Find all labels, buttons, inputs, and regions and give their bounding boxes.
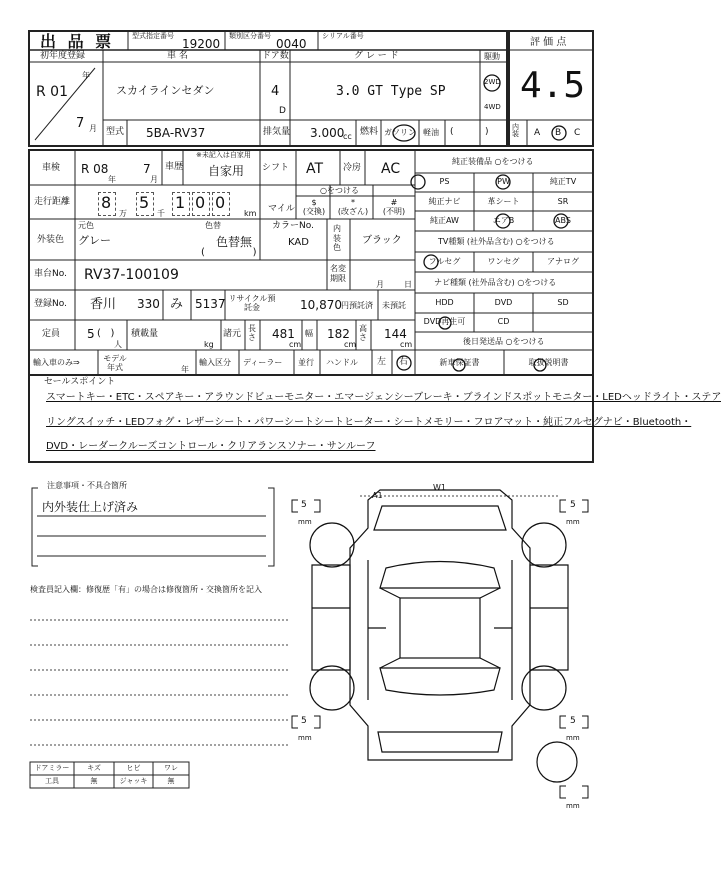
sales-label: セールスポイント xyxy=(44,377,116,387)
handle-left: 左 xyxy=(377,357,387,367)
mile-label: マイル xyxy=(268,204,295,214)
fuel-diesel: 軽油 xyxy=(423,128,439,137)
title-month-unit: 月 xyxy=(376,280,384,289)
model-year-label: モデル年式 xyxy=(103,354,127,373)
doors-value: 4 xyxy=(271,84,280,99)
grade-value: 3.0 GT Type SP xyxy=(336,84,446,99)
usage-label: 車歴 xyxy=(165,162,184,172)
color-orig-value: グレー xyxy=(78,234,111,247)
meter-unknown: # (不明) xyxy=(382,198,406,216)
width-unit: cm xyxy=(344,340,357,349)
tread-rl-unit: mm xyxy=(298,734,312,742)
model-value: 5BA-RV37 xyxy=(146,126,206,140)
type-no-label: 型式指定番号 xyxy=(132,32,174,40)
acc-scratch: キズ xyxy=(87,764,101,772)
color-orig-label: 元色 xyxy=(78,221,94,230)
navi-hdd: HDD xyxy=(435,298,454,307)
category-no-label: 類別区分番号 xyxy=(229,32,271,40)
fuel-other-bracket: ( ) xyxy=(450,127,489,137)
mileage-digit-3: 1 xyxy=(175,193,186,212)
acc-jack: ジャッキ xyxy=(119,777,148,785)
import-dealer: ディーラー xyxy=(243,358,283,367)
serial-no-label: シリアル番号 xyxy=(322,32,364,40)
tv-analog: アナログ xyxy=(547,257,579,266)
capacity-label: 定員 xyxy=(42,329,61,339)
spare-unit: mm xyxy=(566,802,580,810)
interior-color-value: ブラック xyxy=(362,235,402,246)
interior-color-label: 内装色 xyxy=(333,224,341,253)
tread-fl: 5 xyxy=(301,500,307,510)
tread-rr-unit: mm xyxy=(566,734,580,742)
usage-note: ※未記入は自家用 xyxy=(196,151,251,159)
type-no: 19200 xyxy=(182,37,221,51)
rear-right-wheel xyxy=(522,666,566,710)
handle-label: ハンドル xyxy=(326,358,358,367)
equip-pw: PW xyxy=(497,177,510,186)
equip-leather: 革シート xyxy=(487,197,520,206)
reg-number: 5137 xyxy=(195,297,226,311)
height-unit: cm xyxy=(400,340,413,349)
tread-rr: 5 xyxy=(570,716,576,726)
width-label: 幅 xyxy=(305,329,313,338)
score-value: 4.5 xyxy=(520,65,586,106)
inspector-label: 検査員記入欄：修復歴「有」の場合は修復箇所・交換箇所を記入 xyxy=(30,585,262,594)
shaken-label: 車検 xyxy=(42,163,61,173)
mileage-unit-man: 万 xyxy=(119,209,127,218)
car-name: スカイラインセダン xyxy=(116,84,215,97)
tv-fullseg: フルセグ xyxy=(428,257,461,266)
tread-fl-unit: mm xyxy=(298,518,312,526)
tread-rl: 5 xyxy=(301,716,307,726)
diagram-w1: W1 xyxy=(433,483,446,492)
import-parallel: 並行 xyxy=(298,358,314,367)
acc-tools-value: 無 xyxy=(90,777,98,785)
drive-label: 駆動 xyxy=(484,52,500,61)
later-title: 後日発送品 ○をつける xyxy=(463,337,545,346)
usage-value: 自家用 xyxy=(208,164,245,178)
sales-line-2: リングスイッチ・LEDフォグ・レザーシート・パワーシートシートヒーター・シートメモリー・フロアマット・純正フルセグナビ・Bluetooth・ xyxy=(46,417,692,428)
reg-class: 330 xyxy=(137,297,160,311)
color-change-label: 色替 xyxy=(205,221,221,230)
capacity-value: 5 xyxy=(87,327,95,341)
title-day-unit: 日 xyxy=(404,280,412,289)
tread-fr-unit: mm xyxy=(566,518,580,526)
acc-crack: ヒビ xyxy=(126,764,141,772)
spare-wheel xyxy=(537,742,577,782)
grade-label: グ レ ー ド xyxy=(354,51,399,61)
front-left-wheel xyxy=(310,523,354,567)
rear-left-wheel xyxy=(310,666,354,710)
import-type-label: 輸入区分 xyxy=(199,358,231,367)
drive-4wd: 4WD xyxy=(484,103,501,111)
meter-swap: $ (交換) xyxy=(302,198,326,216)
interior-grade-c: C xyxy=(574,128,581,138)
first-reg-era: R 01 xyxy=(36,84,68,100)
equip-airbag: エアB xyxy=(492,216,515,225)
shift-label: シフト xyxy=(262,163,290,173)
color-no-label: カラーNo. xyxy=(272,221,314,231)
mileage-unit-km: km xyxy=(244,209,257,218)
displacement-value: 3.000 xyxy=(310,126,345,140)
first-reg-month-unit: 月 xyxy=(89,124,97,133)
length-unit: cm xyxy=(289,340,302,349)
exterior-color-label: 外装色 xyxy=(37,235,65,245)
mileage-digit-4: 0 xyxy=(195,193,206,212)
interior-label: 内装 xyxy=(512,123,519,138)
score-label: 評 価 点 xyxy=(530,37,567,48)
first-reg-year-unit: 年 xyxy=(82,71,90,80)
acc-tools: 工具 xyxy=(45,777,59,785)
navi-dvd-play: DVD再生可 xyxy=(423,317,466,326)
color-change-bracket: ( ) xyxy=(201,247,257,258)
later-warranty: 新車保証書 xyxy=(439,358,480,367)
equip-ps: PS xyxy=(439,177,450,186)
length-label: 長さ xyxy=(248,324,256,343)
capacity-bracket: ( ) xyxy=(97,328,115,339)
title-change-label: 名変期限 xyxy=(330,264,346,283)
reg-kana: み xyxy=(170,297,184,312)
mileage-unit-sen: 千 xyxy=(157,209,165,218)
sales-line-1: スマートキー・ETC・スペアキー・アラウンドビューモニター・エマージェンシーブレーキ・ブラインドスポットモニター・LEDヘッドライト・ステア xyxy=(46,392,721,403)
recycle-label: リサイクル預託金 xyxy=(228,294,276,313)
load-unit: kg xyxy=(204,340,214,349)
color-change-value: 色替無 xyxy=(216,235,253,249)
aircon-label: 冷房 xyxy=(343,163,362,173)
tread-fr: 5 xyxy=(570,500,576,510)
displacement-unit: cc xyxy=(343,132,352,141)
doors-label: ドア数 xyxy=(262,51,289,61)
length-value: 481 xyxy=(272,327,295,341)
height-value: 144 xyxy=(384,327,407,341)
equip-aw: 純正AW xyxy=(430,216,459,225)
model-year-unit: 年 xyxy=(181,365,189,374)
acc-mirror: ドアミラー xyxy=(34,764,70,772)
capacity-unit: 人 xyxy=(114,340,122,349)
interior-grade-a: A xyxy=(534,128,541,138)
recycle-unpaid: 未預託 xyxy=(382,301,406,310)
equip-abs: ABS xyxy=(555,216,571,225)
shaken-month: 7 xyxy=(143,162,151,176)
import-label: 輸入車のみ⇒ xyxy=(33,358,80,367)
handle-right: 右 xyxy=(399,357,409,367)
chassis-value: RV37-100109 xyxy=(84,267,179,283)
interior-grade-b: B xyxy=(555,128,562,138)
height-label: 高さ xyxy=(359,324,367,343)
recycle-amount: 10,870 xyxy=(300,298,342,312)
equipment-title: 純正装備品 ○をつける xyxy=(452,157,534,166)
aircon-value: AC xyxy=(381,161,401,177)
front-right-wheel xyxy=(522,523,566,567)
load-label: 積載量 xyxy=(131,329,159,339)
reg-label: 登録No. xyxy=(34,299,67,309)
drive-2wd: 2WD xyxy=(484,78,501,86)
diagram-a1: A1 xyxy=(372,491,383,500)
acc-break: ワレ xyxy=(164,764,178,772)
meter-circle-note: ○をつける xyxy=(320,186,359,195)
width-value: 182 xyxy=(327,327,350,341)
equip-tv: 純正TV xyxy=(549,177,577,186)
form-title: 出 品 票 xyxy=(40,32,115,51)
dims-label: 諸元 xyxy=(223,329,242,339)
chassis-label: 車台No. xyxy=(34,269,67,279)
equip-navi: 純正ナビ xyxy=(428,197,461,206)
category-no: 0040 xyxy=(276,37,307,51)
model-label: 型式 xyxy=(106,127,125,137)
shaken-year-unit: 年 xyxy=(108,175,116,184)
shaken-month-unit: 月 xyxy=(150,175,158,184)
color-no-value: KAD xyxy=(288,237,309,248)
first-reg-label: 初年度登録 xyxy=(40,51,86,61)
mileage-digit-5: 0 xyxy=(215,193,226,212)
tv-title: TV種類 (社外品含む) ○をつける xyxy=(438,237,555,246)
navi-sd: SD xyxy=(557,298,569,307)
shift-value: AT xyxy=(306,161,324,177)
car-name-label: 車 名 xyxy=(167,51,188,61)
sales-line-3: DVD・レーダークルーズコントロール・クリアランスソナー・サンルーフ xyxy=(46,441,376,452)
mileage-digit-1: 8 xyxy=(101,193,112,212)
notes-label: 注意事項・不具合箇所 xyxy=(47,481,127,490)
shaken-era: R 08 xyxy=(81,162,109,176)
recycle-unit: 円預託済 xyxy=(341,301,373,310)
meter-tamper: * (改ざん) xyxy=(337,198,369,216)
equip-sr: SR xyxy=(557,197,569,206)
fuel-gasoline: ガソリン xyxy=(384,128,416,137)
fuel-label: 燃料 xyxy=(360,127,379,137)
notes-text: 内外装仕上げ済み xyxy=(42,500,139,514)
navi-cd: CD xyxy=(497,317,510,326)
acc-jack-value: 無 xyxy=(167,777,175,785)
doors-suffix: D xyxy=(279,106,286,116)
first-reg-month: 7 xyxy=(76,116,85,131)
reg-area: 香川 xyxy=(90,297,117,312)
mileage-digit-2: 5 xyxy=(139,193,150,212)
navi-title: ナビ種類 (社外品含む) ○をつける xyxy=(434,278,557,287)
later-manual: 取扱説明書 xyxy=(528,358,569,367)
navi-dvd: DVD xyxy=(494,298,513,307)
tv-oneseg: ワンセグ xyxy=(487,257,520,266)
mileage-label: 走行距離 xyxy=(34,197,71,207)
displacement-label: 排気量 xyxy=(263,127,291,137)
